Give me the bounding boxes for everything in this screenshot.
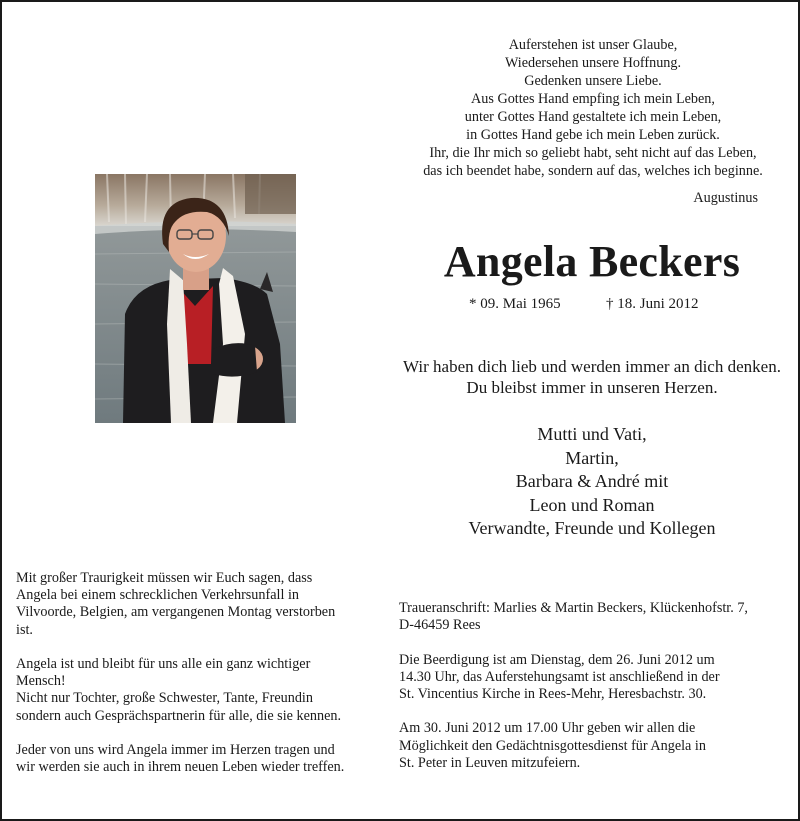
poem-line: Gedenken unsere Liebe.: [524, 73, 662, 89]
death-date: † 18. Juni 2012: [606, 296, 699, 312]
poem-author: Augustinus: [693, 190, 758, 206]
mourners-list: [396, 423, 788, 541]
text-line: St. Peter in Leuven mitzufeiern.: [399, 754, 581, 771]
announcement-paragraph: [16, 656, 386, 725]
mourner-line: Barbara & André mit: [515, 471, 669, 491]
message-line: Du bleibst immer in unseren Herzen.: [466, 378, 718, 397]
text-line: St. Vincentius Kirche in Rees-Mehr, Heresbachstr. 30.: [399, 686, 707, 702]
funeral-details: [399, 600, 789, 789]
poem: [402, 36, 784, 180]
poem-line: Aus Gottes Hand empfing ich mein Leben,: [471, 91, 715, 107]
deceased-name: Angela Beckers: [443, 237, 741, 286]
text-line: Mit großer Traurigkeit müssen wir Euch sagen, dass: [16, 570, 313, 586]
poem-line: Wiedersehen unsere Hoffnung.: [504, 55, 682, 71]
poem-line: in Gottes Hand gebe ich mein Leben zurück.: [466, 127, 720, 143]
text-line: Am 30. Juni 2012 um 17.00 Uhr geben wir allen die: [399, 720, 696, 737]
text-line: Traueranschrift: Marlies & Martin Beckers, Klückenhofstr. 7,: [399, 600, 748, 616]
family-message: [396, 356, 788, 398]
portrait-photo: [95, 174, 296, 423]
message-line: Wir haben dich lieb und werden immer an dich denken.: [403, 357, 781, 376]
mourner-line: Mutti und Vati,: [537, 424, 647, 444]
text-line: D-46459 Rees: [399, 617, 481, 634]
mourner-line: Leon und Roman: [529, 494, 655, 515]
text-line: Vilvoorde, Belgien, am vergangenen Montag verstorben: [16, 604, 336, 621]
poem-line: das ich beendet habe, sondern auf das, welches ich beginne.: [423, 163, 763, 179]
text-line: wir werden sie auch in ihrem neuen Leben wieder treffen.: [16, 759, 345, 776]
poem-line: Ihr, die Ihr mich so geliebt habt, seht nicht auf das Leben,: [429, 145, 757, 161]
mourning-address: [399, 600, 789, 634]
announcement-text: [16, 570, 386, 794]
announcement-paragraph: [16, 570, 386, 639]
text-line: sondern auch Gesprächspartnerin für alle, die sie kennen.: [16, 707, 342, 724]
mourner-line: Martin,: [565, 447, 619, 468]
funeral-info: [399, 652, 789, 704]
text-line: Die Beerdigung ist am Dienstag, dem 26. Juni 2012 um: [399, 651, 715, 668]
poem-line: Auferstehen ist unser Glaube,: [508, 37, 678, 53]
text-line: Jeder von uns wird Angela immer im Herzen tragen und: [16, 742, 335, 758]
text-line: Mensch!: [16, 673, 66, 690]
text-line: ist.: [16, 621, 33, 638]
birth-date: * 09. Mai 1965: [469, 296, 561, 312]
text-line: Angela ist und bleibt für uns alle ein ganz wichtiger: [16, 656, 311, 672]
text-line: Möglichkeit den Gedächtnisgottesdienst für Angela in: [399, 737, 706, 754]
text-line: Angela bei einem schrecklichen Verkehrsunfall in: [16, 587, 299, 604]
announcement-paragraph: [16, 742, 386, 776]
text-line: Nicht nur Tochter, große Schwester, Tante, Freundin: [16, 690, 313, 707]
text-line: 14.30 Uhr, das Auferstehungsamt ist anschließend in der: [399, 668, 720, 685]
poem-line: unter Gottes Hand gestaltete ich mein Leben,: [464, 109, 722, 125]
memorial-service-info: [399, 720, 789, 772]
mourner-line: Verwandte, Freunde und Kollegen: [468, 518, 716, 538]
